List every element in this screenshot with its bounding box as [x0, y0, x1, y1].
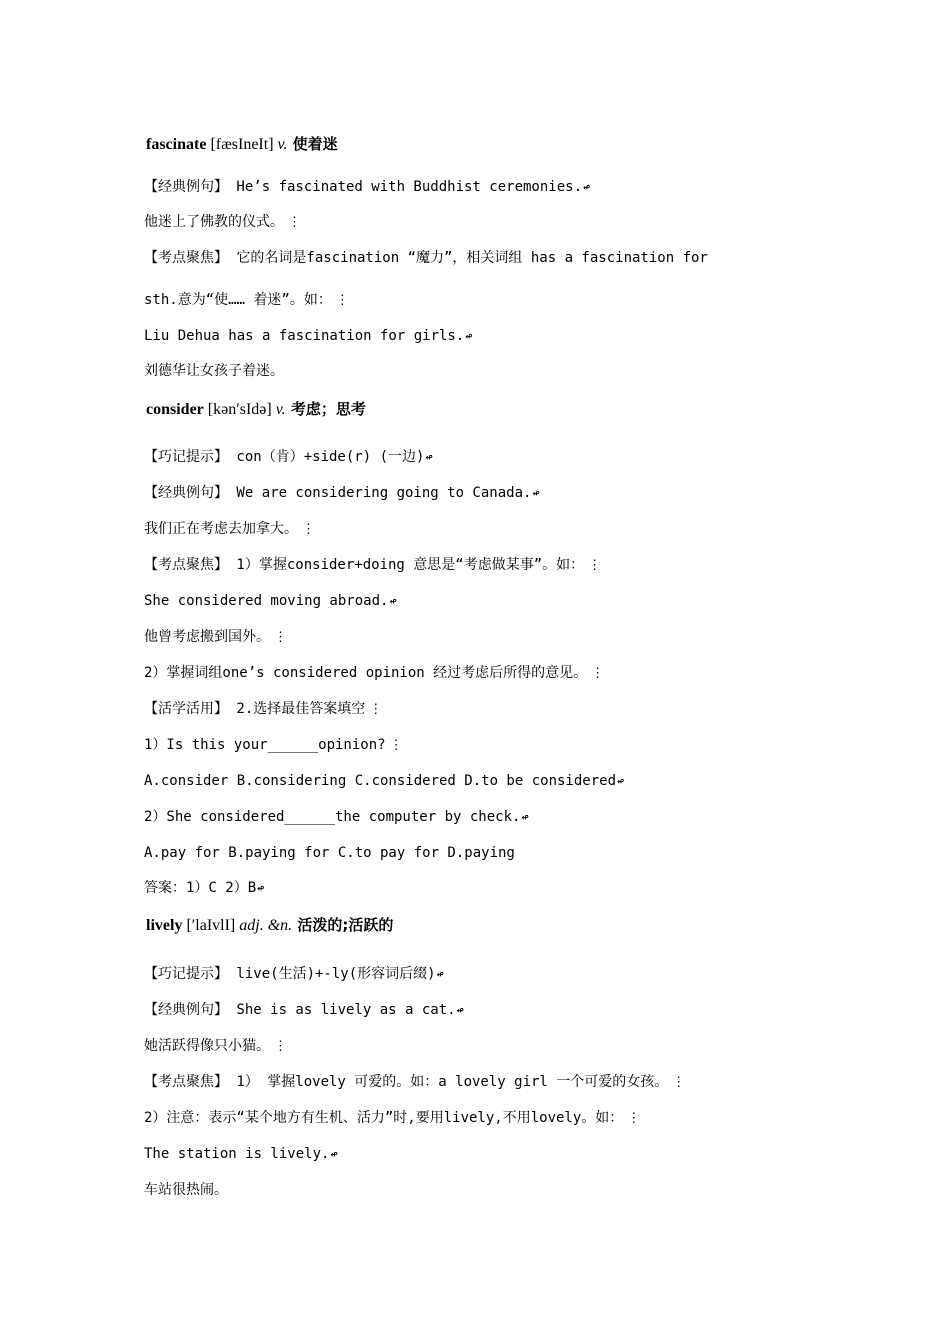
phonetic: [fæsIneIt]: [206, 136, 278, 153]
line-text: 车站很热闹。: [144, 1182, 228, 1198]
headword: consider: [146, 401, 204, 418]
text-line: [144, 1144, 338, 1164]
text-line: [144, 771, 624, 791]
line-text: A.pay for B.paying for C.to pay for D.paying: [144, 845, 515, 861]
definition: 活泼的;活跃的: [292, 916, 394, 934]
text-line: [144, 361, 284, 381]
vertical-dots-icon: ⋮: [369, 702, 383, 717]
line-text: 【考点聚焦】 1） 掌握lovely 可爱的。如：a lovely girl 一个可爱的女孩。: [144, 1074, 669, 1090]
text-line: [144, 555, 601, 576]
line-text: 我们正在考虑去加拿大。: [144, 521, 298, 537]
return-arrow-icon: ↫: [330, 1147, 338, 1161]
line-text: 她活跃得像只小猫。: [144, 1038, 270, 1054]
text-line: [144, 807, 529, 827]
headword: lively: [146, 917, 183, 934]
line-text: 他迷上了佛教的仪式。: [144, 214, 284, 230]
return-arrow-icon: ↫: [456, 1003, 464, 1017]
line-text: Liu Dehua has a fascination for girls.: [144, 328, 465, 344]
text-line: [144, 1180, 228, 1200]
line-text: She considered moving abroad.: [144, 593, 389, 609]
phonetic: [kən′sIdə]: [203, 401, 276, 418]
vertical-dots-icon: ⋮: [335, 293, 349, 308]
text-line: [144, 177, 590, 197]
return-arrow-icon: ↫: [436, 967, 444, 981]
return-arrow-icon: ↫: [617, 774, 625, 788]
text-line: [144, 878, 264, 898]
text-line: [144, 212, 301, 233]
headword-entry: [146, 133, 338, 156]
text-line: [144, 843, 515, 863]
text-line: [144, 447, 433, 467]
line-text: 【活学活用】 2.选择最佳答案填空: [144, 701, 366, 717]
line-text: 【巧记提示】 live(生活)+-ly(形容词后缀): [144, 966, 436, 982]
text-line: [144, 699, 382, 720]
text-line: [144, 519, 315, 540]
text-line: [144, 1108, 640, 1129]
text-line: [144, 663, 604, 684]
part-of-speech: adj. &n.: [239, 917, 293, 934]
text-line: [144, 627, 287, 648]
vertical-dots-icon: ⋮: [274, 630, 287, 645]
vertical-dots-icon: ⋮: [627, 1111, 641, 1126]
text-line: [144, 1072, 685, 1093]
text-line: [144, 1036, 287, 1057]
line-text: sth.意为“使…… 着迷”。如：: [144, 292, 332, 308]
vertical-dots-icon: ⋮: [591, 666, 605, 681]
vertical-dots-icon: ⋮: [302, 522, 315, 537]
definition: 考虑；思考: [285, 400, 366, 418]
vertical-dots-icon: ⋮: [288, 215, 301, 230]
vertical-dots-icon: ⋮: [274, 1039, 287, 1054]
text-line: [144, 735, 403, 756]
line-text: 1）Is this your______opinion?: [144, 737, 386, 753]
text-line: [144, 483, 540, 503]
text-line: [144, 1000, 464, 1020]
phonetic: [′laIvlI]: [182, 917, 240, 934]
headword-entry: [146, 398, 366, 421]
line-text: 答案：1）C 2）B: [144, 880, 257, 896]
definition: 使着迷: [287, 135, 338, 153]
text-line: [144, 290, 349, 311]
headword-entry: [146, 914, 393, 937]
return-arrow-icon: ↫: [521, 810, 529, 824]
return-arrow-icon: ↫: [389, 594, 397, 608]
line-text: 【考点聚焦】 1）掌握consider+doing 意思是“考虑做某事”。如：: [144, 557, 585, 573]
part-of-speech: v.: [277, 136, 288, 153]
line-text: 【经典例句】 We are considering going to Canada.: [144, 485, 532, 501]
line-text: 2）注意：表示“某个地方有生机、活力”时,要用lively,不用lovely。如：: [144, 1110, 624, 1126]
return-arrow-icon: ↫: [425, 450, 433, 464]
line-text: 2）掌握词组one’s considered opinion 经过考虑后所得的意见。: [144, 665, 588, 681]
vertical-dots-icon: ⋮: [588, 558, 602, 573]
vertical-dots-icon: ⋮: [389, 738, 403, 753]
line-text: A.consider B.considering C.considered D.to be considered: [144, 773, 617, 789]
headword: fascinate: [146, 136, 207, 153]
part-of-speech: v.: [275, 401, 286, 418]
line-text: 【经典例句】 She is as lively as a cat.: [144, 1002, 456, 1018]
text-line: [144, 326, 473, 346]
line-text: 他曾考虑搬到国外。: [144, 629, 270, 645]
line-text: The station is lively.: [144, 1146, 330, 1162]
line-text: 刘德华让女孩子着迷。: [144, 363, 284, 379]
line-text: 【考点聚焦】 它的名词是fascination “魔力”，相关词组 has a fascination for: [144, 250, 708, 266]
line-text: 2）She considered______the computer by check.: [144, 809, 521, 825]
return-arrow-icon: ↫: [583, 180, 591, 194]
text-line: [144, 964, 444, 984]
return-arrow-icon: ↫: [532, 486, 540, 500]
return-arrow-icon: ↫: [257, 881, 265, 895]
text-line: [144, 248, 708, 268]
return-arrow-icon: ↫: [465, 329, 473, 343]
text-line: [144, 591, 397, 611]
line-text: 【巧记提示】 con（肯）+side(r) (一边): [144, 449, 425, 465]
line-text: 【经典例句】 He’s fascinated with Buddhist ceremonies.: [144, 179, 583, 195]
vertical-dots-icon: ⋮: [672, 1075, 686, 1090]
